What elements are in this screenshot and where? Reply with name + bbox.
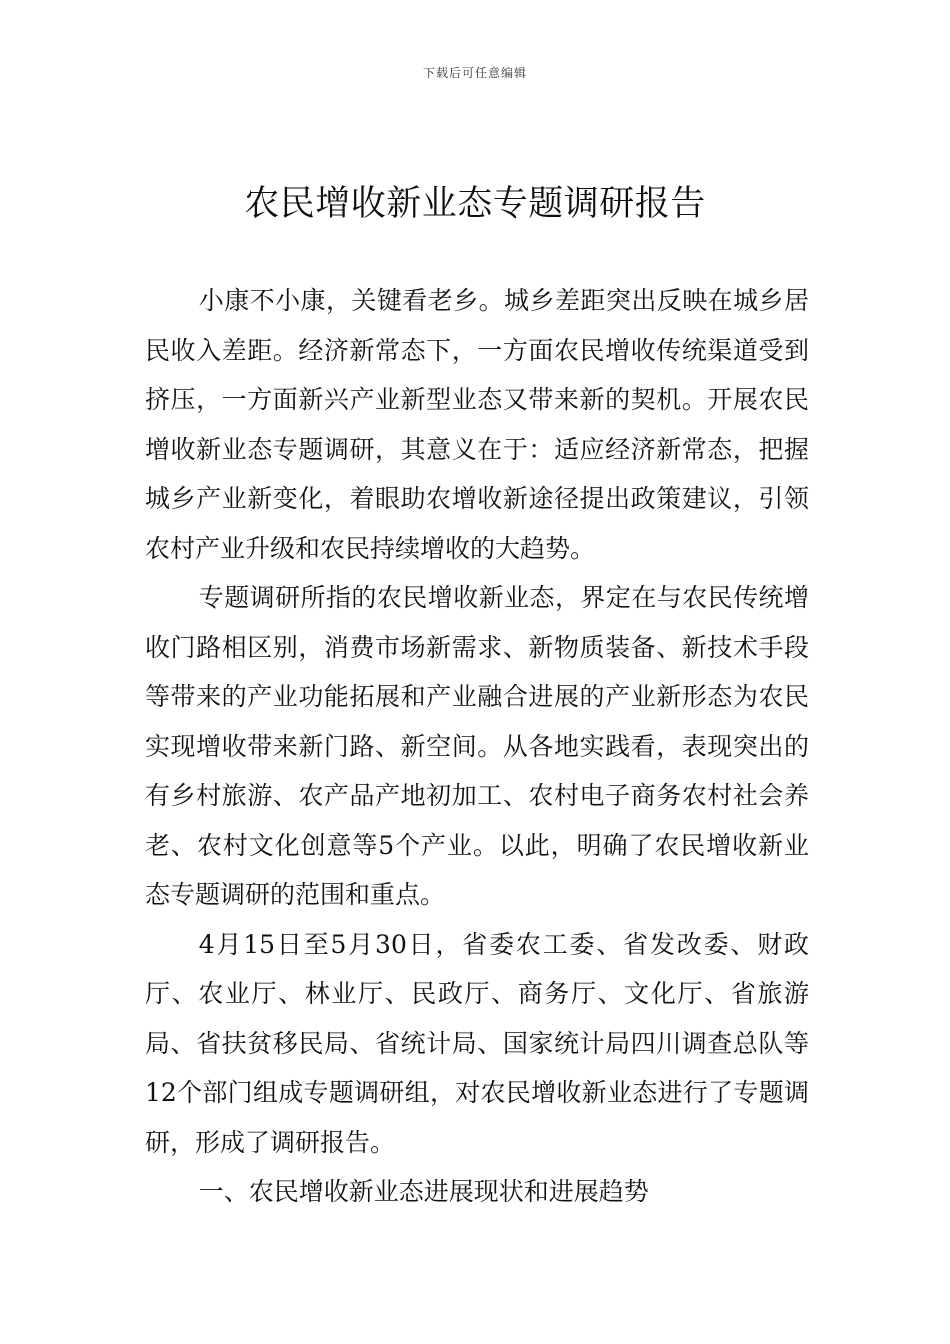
paragraph-intro: 小康不小康，关键看老乡。城乡差距突出反映在城乡居民收入差距。经济新常态下，一方面农民增收传统渠道受到挤压，一方面新兴产业新型业态又带来新的契机。开展农民增收新业态专题调研，其意义在于：适应经济新常态，把握城乡产业新变化，着眼助农增收新途径提出政策建议，引领农村产业升级和农民持续增收的大趋势。 — [145, 286, 809, 563]
document-body — [145, 276, 809, 1217]
paragraph-process: 4月15日至5月30日，省委农工委、省发改委、财政厅、农业厅、林业厅、民政厅、商务厅、文化厅、省旅游局、省扶贫移民局、省统计局、国家统计局四川调查总队等12个部门组成专题调研组，对农民增收新业态进行了专题调研，形成了调研报告。 — [145, 929, 809, 1157]
section-heading: 一、农民增收新业态进展现状和进展趋势 — [198, 1177, 649, 1206]
paragraph-scope: 专题调研所指的农民增收新业态，界定在与农民传统增收门路相区别，消费市场新需求、新物质装备、新技术手段等带来的产业功能拓展和产业融合进展的产业新形态为农民实现增收带来新门路、新空间。从各地实践看，表现突出的有乡村旅游、农产品产地初加工、农村电子商务农村社会养老、农村文化创意等5个产业。以此，明确了农民增收新业态专题调研的范围和重点。 — [145, 583, 809, 909]
document-title: 农民增收新业态专题调研报告 — [244, 184, 706, 224]
header-note: 下载后可任意编辑 — [422, 66, 527, 80]
